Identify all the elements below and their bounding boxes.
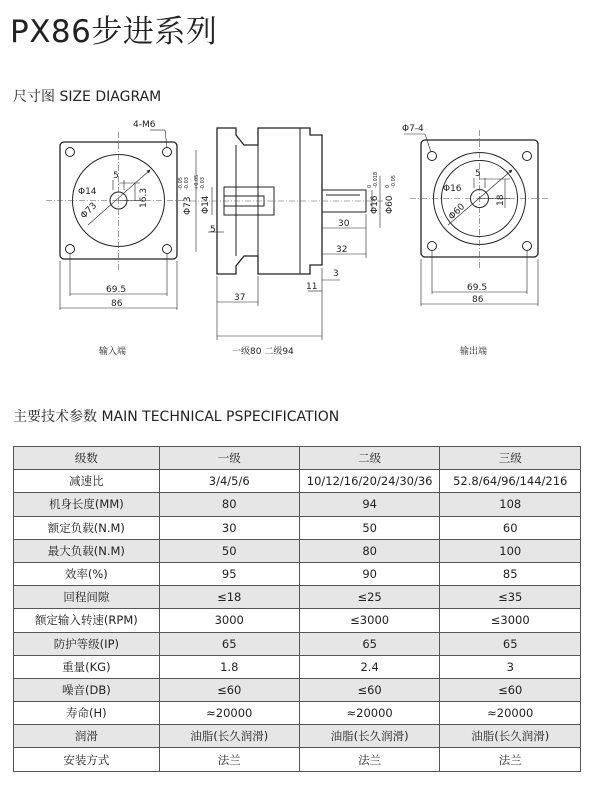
- side-input-depth: 37: [234, 293, 246, 303]
- spec-table: [13, 446, 581, 772]
- page-title: PX86步进系列: [10, 14, 218, 50]
- value-cell: 油脂(长久润滑): [440, 725, 581, 748]
- value-cell: 10/12/16/20/24/30/36: [299, 470, 440, 493]
- side-pilot-out-tol-lower: -0.05: [391, 175, 397, 188]
- table-row: [14, 586, 581, 609]
- value-cell: 法兰: [299, 748, 440, 771]
- value-cell: 108: [440, 493, 581, 516]
- table-row: [14, 493, 581, 516]
- value-cell: 油脂(长久润滑): [299, 725, 440, 748]
- value-cell: ≤3000: [299, 609, 440, 632]
- side-shaft-tol-lower: -0.018: [373, 171, 379, 188]
- side-shoulder: 11: [306, 282, 318, 292]
- value-cell: ≈20000: [299, 702, 440, 725]
- table-row: [14, 655, 581, 678]
- value-cell: ≈20000: [440, 702, 581, 725]
- input-key-height: 16.3: [139, 187, 149, 208]
- row-label-cell: 最大负载(N.M): [14, 539, 160, 562]
- side-pilot-out-tol-upper: 0: [385, 184, 391, 188]
- side-pilot-out: Φ60: [385, 195, 395, 214]
- section-heading-size: 尺寸图 SIZE DIAGRAM: [13, 89, 162, 105]
- table-row: [14, 470, 581, 493]
- row-label-cell: 安装方式: [14, 748, 160, 771]
- value-cell: ≤60: [159, 678, 299, 701]
- value-cell: ≤3000: [440, 609, 581, 632]
- input-bolt-span: 69.5: [106, 285, 127, 295]
- row-label-cell: 回程间隙: [14, 586, 160, 609]
- row-label-cell: 机身长度(MM): [14, 493, 160, 516]
- value-cell: 3000: [159, 609, 299, 632]
- input-width: 86: [111, 299, 123, 309]
- side-bore-tol-upper: +0.05: [194, 174, 200, 190]
- value-cell: 65: [159, 632, 299, 655]
- value-cell: 30: [159, 516, 299, 539]
- side-view: [190, 128, 385, 340]
- value-cell: 90: [299, 562, 440, 585]
- output-hole-label: Φ7-4: [402, 124, 424, 134]
- value-cell: 50: [159, 539, 299, 562]
- value-cell: ≤35: [440, 586, 581, 609]
- value-cell: 50: [299, 516, 440, 539]
- value-cell: ≈20000: [159, 702, 299, 725]
- side-bore-in: Φ14: [201, 195, 211, 214]
- table-row: [14, 562, 581, 585]
- value-cell: 油脂(长久润滑): [159, 725, 299, 748]
- table-row: [14, 678, 581, 701]
- side-shaft-key-length: 30: [338, 219, 350, 229]
- value-cell: 52.8/64/96/144/216: [440, 470, 581, 493]
- table-row: [14, 516, 581, 539]
- value-cell: 一级: [159, 447, 299, 470]
- output-end-view: [404, 130, 550, 306]
- side-shaft-length: 32: [336, 245, 348, 255]
- size-diagram: [0, 112, 591, 372]
- row-label-cell: 级数: [14, 447, 160, 470]
- output-pilot-dim: Φ60: [447, 201, 468, 223]
- value-cell: 3/4/5/6: [159, 470, 299, 493]
- row-label-cell: 额定负载(N.M): [14, 516, 160, 539]
- side-pilot-in: Φ73: [183, 196, 193, 215]
- row-label-cell: 效率(%): [14, 562, 160, 585]
- side-flange-thickness: 3: [333, 269, 339, 279]
- value-cell: ≤18: [159, 586, 299, 609]
- side-pilot-tol-upper: -0.05: [178, 177, 184, 190]
- value-cell: 1.8: [159, 655, 299, 678]
- value-cell: ≤60: [440, 678, 581, 701]
- side-body-length: 一级80 二级94: [232, 347, 294, 357]
- row-label-cell: 寿命(H): [14, 702, 160, 725]
- row-label-cell: 防护等级(IP): [14, 632, 160, 655]
- input-bore-dim: Φ14: [78, 187, 97, 197]
- output-key-height: 18: [496, 194, 506, 206]
- input-hole-label: 4-M6: [133, 120, 156, 130]
- value-cell: 2.4: [299, 655, 440, 678]
- output-view-caption: 输出端: [460, 347, 488, 357]
- value-cell: 85: [440, 562, 581, 585]
- table-row: [14, 632, 581, 655]
- value-cell: 80: [299, 539, 440, 562]
- value-cell: ≤25: [299, 586, 440, 609]
- row-label-cell: 额定输入转速(RPM): [14, 609, 160, 632]
- row-label-cell: 噪音(DB): [14, 678, 160, 701]
- side-bore-tol-lower: -0.03: [200, 177, 206, 190]
- value-cell: 三级: [440, 447, 581, 470]
- value-cell: 3: [440, 655, 581, 678]
- table-header-row: [14, 447, 581, 470]
- side-key-offset: 5: [210, 225, 216, 235]
- input-view-caption: 输入端: [99, 347, 127, 357]
- value-cell: 65: [299, 632, 440, 655]
- output-bolt-span: 69.5: [467, 283, 488, 293]
- output-shaft-dim: Φ16: [443, 184, 462, 194]
- row-label-cell: 重量(KG): [14, 655, 160, 678]
- section-heading-spec: 主要技术参数 MAIN TECHNICAL PSPECIFICATION: [13, 409, 340, 425]
- value-cell: 100: [440, 539, 581, 562]
- output-key-width: 5: [475, 169, 481, 179]
- row-label-cell: 减速比: [14, 470, 160, 493]
- side-shaft-dim: Φ16: [370, 195, 380, 214]
- input-end-view: [46, 130, 190, 310]
- input-key-width: 5: [113, 171, 119, 181]
- side-shaft-tol-upper: 0: [367, 184, 373, 188]
- side-pilot-tol-lower: -0.03: [184, 177, 190, 190]
- table-row: [14, 702, 581, 725]
- value-cell: 94: [299, 493, 440, 516]
- value-cell: 法兰: [440, 748, 581, 771]
- output-width: 86: [472, 295, 484, 305]
- value-cell: 60: [440, 516, 581, 539]
- value-cell: 二级: [299, 447, 440, 470]
- table-row: [14, 725, 581, 748]
- value-cell: 80: [159, 493, 299, 516]
- value-cell: 65: [440, 632, 581, 655]
- value-cell: 95: [159, 562, 299, 585]
- table-row: [14, 748, 581, 771]
- row-label-cell: 润滑: [14, 725, 160, 748]
- value-cell: ≤60: [299, 678, 440, 701]
- table-row: [14, 609, 581, 632]
- input-pcd-dim: Φ73: [79, 200, 100, 222]
- value-cell: 法兰: [159, 748, 299, 771]
- table-row: [14, 539, 581, 562]
